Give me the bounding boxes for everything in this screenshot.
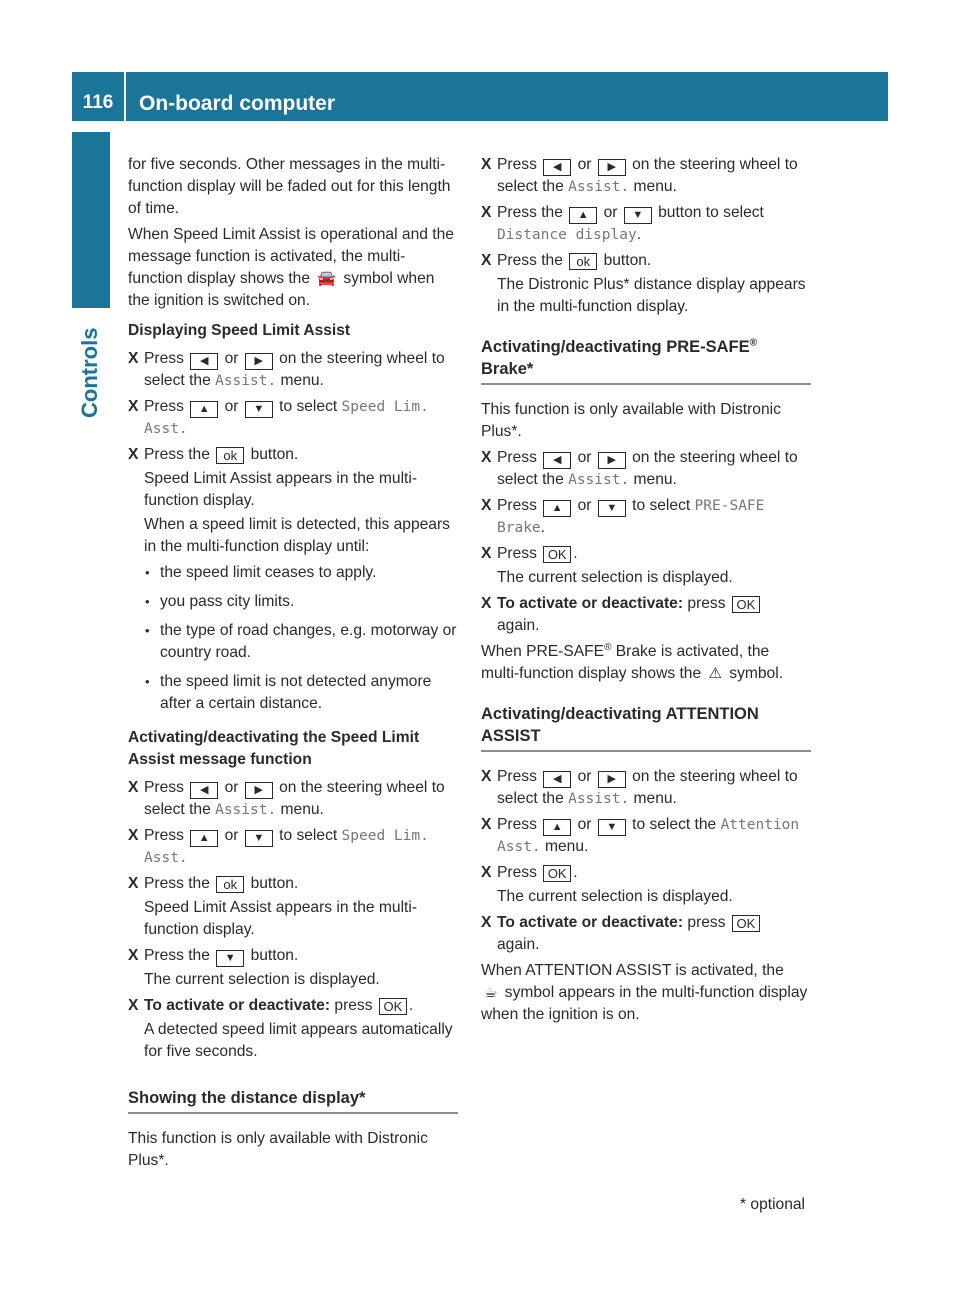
step-result: The current selection is displayed. <box>144 971 380 988</box>
coffee-cup-icon: ☕ <box>484 984 498 1001</box>
step-result: The current selection is displayed. <box>497 888 733 905</box>
side-tab <box>72 132 110 308</box>
down-arrow-key-icon: ▼ <box>245 830 273 847</box>
up-arrow-key-icon: ▲ <box>543 500 571 517</box>
step-select-assist-menu-3: X Press ◀ or ▶ on the steering wheel to select the Assist. menu. <box>481 154 811 198</box>
down-arrow-key-icon: ▼ <box>598 500 626 517</box>
step-press-ok-3: X Press the ok button. The Distronic Plus* distance display appears in the multi-function display. <box>481 250 811 318</box>
step-result: The current selection is displayed. <box>497 569 733 586</box>
step-activate-deactivate-3: X To activate or deactivate: press OK again. <box>481 912 811 956</box>
down-arrow-key-icon: ▼ <box>598 819 626 836</box>
down-arrow-key-icon: ▼ <box>245 401 273 418</box>
step-result: Speed Limit Assist appears in the multi-function display. <box>144 470 418 509</box>
step-select-speed-lim-asst: X Press ▲ or ▼ to select Speed Lim. Asst. <box>128 396 458 440</box>
right-arrow-key-icon: ▶ <box>598 159 626 176</box>
distance-intro: This function is only available with Distronic Plus*. <box>128 1130 428 1169</box>
right-arrow-key-icon: ▶ <box>245 782 273 799</box>
ok-key-icon: OK <box>732 596 760 613</box>
step-select-attention-asst: X Press ▲ or ▼ to select the Attention Asst. menu. <box>481 814 811 858</box>
car-symbol-icon: 🚘 <box>317 270 337 287</box>
until-list <box>128 562 458 715</box>
ok-key-icon: OK <box>379 998 407 1015</box>
step-press-ok: X Press the ok button. Speed Limit Assist appears in the multi-function display. When a speed limit is detected, this appears in the multi-function display until: <box>128 444 458 558</box>
step-select-assist-menu-2: X Press ◀ or ▶ on the steering wheel to select the Assist. menu. <box>128 777 458 821</box>
heading-attention-assist: Activating/deactivating ATTENTION ASSIST <box>481 703 811 752</box>
page-header <box>72 72 888 121</box>
ok-key-icon: ok <box>216 876 244 893</box>
right-arrow-key-icon: ▶ <box>598 452 626 469</box>
down-arrow-key-icon: ▼ <box>624 207 652 224</box>
left-column <box>128 154 458 1176</box>
up-arrow-key-icon: ▲ <box>569 207 597 224</box>
step-press-ok-5: X Press OK . The current selection is displayed. <box>481 862 811 908</box>
up-arrow-key-icon: ▲ <box>190 830 218 847</box>
presafe-activated-note: When PRE-SAFE® Brake is activated, the multi-function display shows the ⚠ symbol. <box>481 641 811 685</box>
list-item: • the speed limit is not detected anymore after a certain distance. <box>128 671 458 715</box>
step-activate-deactivate-2: X To activate or deactivate: press OK again. <box>481 593 811 637</box>
step-select-assist-menu-4: X Press ◀ or ▶ on the steering wheel to select the Assist. menu. <box>481 447 811 491</box>
page-number: 116 <box>72 72 126 121</box>
left-arrow-key-icon: ◀ <box>190 353 218 370</box>
left-arrow-key-icon: ◀ <box>543 159 571 176</box>
chapter-title: On-board computer <box>139 92 336 115</box>
left-arrow-key-icon: ◀ <box>543 452 571 469</box>
presafe-symbol-icon: ⚠ <box>708 665 722 682</box>
step-activate-deactivate: X To activate or deactivate: press OK . A detected speed limit appears automatically for five seconds. <box>128 995 458 1063</box>
list-item: • the type of road changes, e.g. motorway or country road. <box>128 620 458 664</box>
ok-key-icon: OK <box>732 915 760 932</box>
right-arrow-key-icon: ▶ <box>598 771 626 788</box>
presafe-intro: This function is only available with Distronic Plus*. <box>481 401 781 440</box>
side-label-text: Controls <box>77 327 102 418</box>
attention-activated-note: When ATTENTION ASSIST is activated, the ☕ symbol appears in the multi-function display when the ignition is on. <box>481 962 808 1023</box>
list-item: • you pass city limits. <box>128 591 458 613</box>
heading-message-function: Activating/deactivating the Speed Limit Assist message function <box>128 729 420 768</box>
step-select-speed-lim-asst-2: X Press ▲ or ▼ to select Speed Lim. Asst. <box>128 825 458 869</box>
step-press-ok-4: X Press OK . The current selection is displayed. <box>481 543 811 589</box>
up-arrow-key-icon: ▲ <box>543 819 571 836</box>
ok-key-icon: OK <box>543 546 571 563</box>
step-select-assist-menu-5: X Press ◀ or ▶ on the steering wheel to select the Assist. menu. <box>481 766 811 810</box>
step-select-assist-menu: X Press ◀ or ▶ on the steering wheel to select the Assist. menu. <box>128 348 458 392</box>
step-result: The Distronic Plus* distance display appears in the multi-function display. <box>497 276 806 315</box>
right-arrow-key-icon: ▶ <box>245 353 273 370</box>
down-arrow-key-icon: ▼ <box>216 950 244 967</box>
left-arrow-key-icon: ◀ <box>543 771 571 788</box>
step-result: Speed Limit Assist appears in the multi-function display. <box>144 899 418 938</box>
intro-paragraph: for five seconds. Other messages in the multi-function display will be faded out for this length of time. <box>128 156 451 217</box>
heading-displaying-speed-limit-assist: Displaying Speed Limit Assist <box>128 322 351 339</box>
step-select-distance-display: X Press the ▲ or ▼ button to select Distance display. <box>481 202 811 246</box>
step-press-down: X Press the ▼ button. The current selection is displayed. <box>128 945 458 991</box>
left-arrow-key-icon: ◀ <box>190 782 218 799</box>
ok-key-icon: OK <box>543 865 571 882</box>
list-item: • the speed limit ceases to apply. <box>128 562 458 584</box>
step-result: A detected speed limit appears automatically for five seconds. <box>144 1021 453 1060</box>
heading-presafe-brake: Activating/deactivating PRE-SAFE® Brake* <box>481 336 811 385</box>
step-result-detail: When a speed limit is detected, this appears in the multi-function display until: <box>144 516 450 555</box>
ok-key-icon: ok <box>216 447 244 464</box>
footer-optional-note: * optional <box>740 1196 806 1213</box>
heading-distance-display: Showing the distance display* <box>128 1087 458 1114</box>
step-select-presafe-brake: X Press ▲ or ▼ to select PRE-SAFE Brake. <box>481 495 811 539</box>
message-function-paragraph: When Speed Limit Assist is operational and the message function is activated, the multi-function display shows the 🚘 symbol when the ignition is switched on. <box>128 226 454 309</box>
step-press-ok-2: X Press the ok button. Speed Limit Assist appears in the multi-function display. <box>128 873 458 941</box>
up-arrow-key-icon: ▲ <box>190 401 218 418</box>
ok-key-icon: ok <box>569 253 597 270</box>
right-column <box>481 154 811 1030</box>
side-label <box>72 318 110 418</box>
